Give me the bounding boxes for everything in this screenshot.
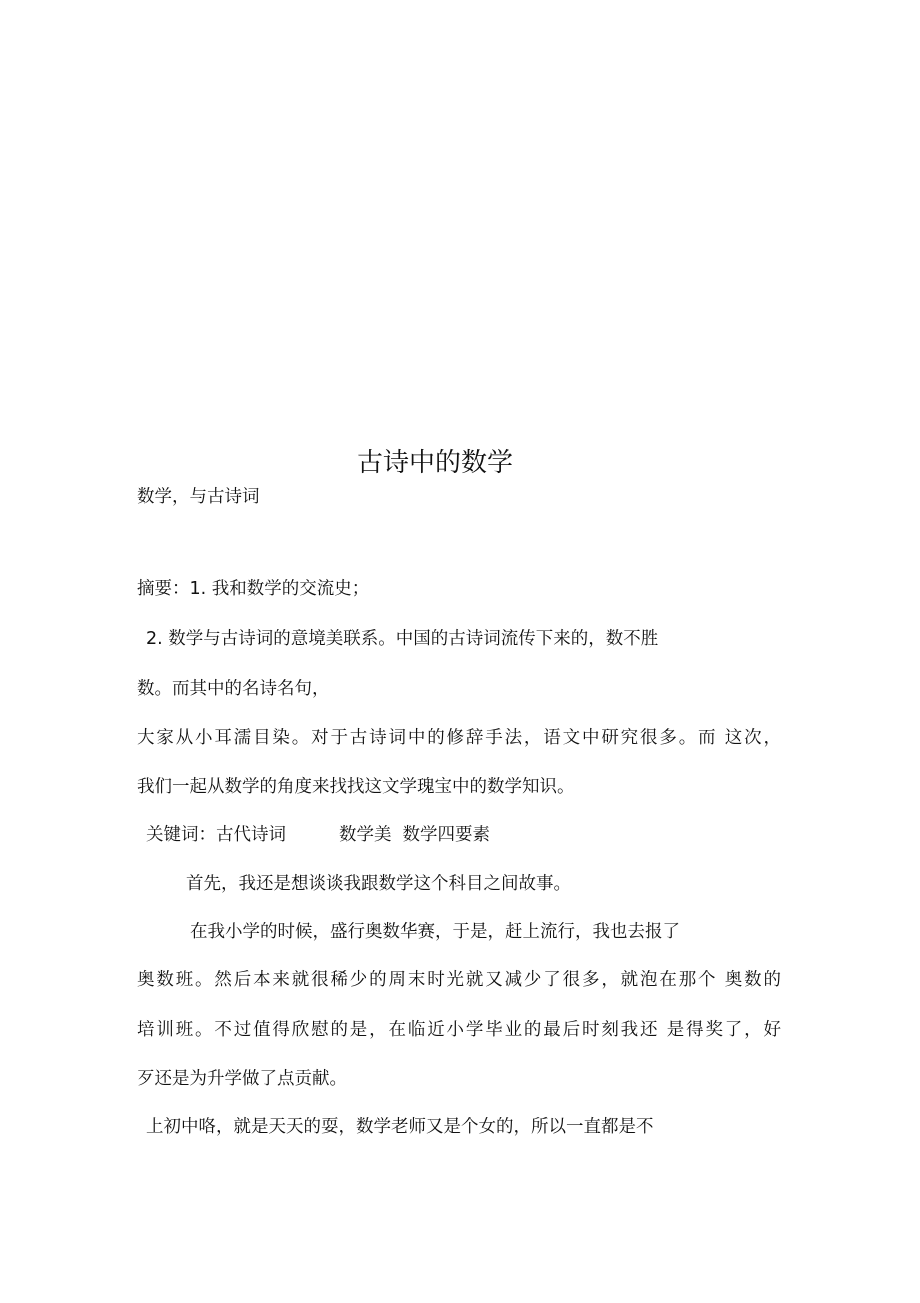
abstract-item-2: 2. 数学与古诗词的意境美联系。中国的古诗词流传下来的，数不胜 (146, 629, 659, 649)
body-paragraph-2-line-1: 在我小学的时候，盛行奥数华赛，于是，赶上流行，我也去报了 (190, 922, 680, 942)
abstract-line-3: 数。而其中的名诗名句， (137, 679, 330, 699)
abstract-line-4: 大家从小耳濡目染。对于古诗词中的修辞手法，语文中研究很多。而 这次， (137, 728, 781, 748)
keyword-3: 数学四要素 (402, 825, 490, 845)
subtitle: 数学，与古诗词 (137, 487, 260, 507)
abstract-label: 摘要： (137, 579, 190, 599)
body-paragraph-1: 首先，我还是想谈谈我跟数学这个科目之间故事。 (186, 874, 571, 894)
keywords-line (146, 823, 490, 847)
abstract-line-5: 我们一起从数学的角度来找找这文学瑰宝中的数学知识。 (137, 777, 575, 797)
keyword-2: 数学美 (339, 825, 392, 845)
abstract-line-1 (137, 577, 369, 601)
body-paragraph-3-line-1: 上初中咯，就是天天的耍，数学老师又是个女的，所以一直都是不 (146, 1117, 654, 1137)
body-paragraph-2-line-3: 培训班。不过值得欣慰的是，在临近小学毕业的最后时刻我还 是得奖了，好 (137, 1020, 781, 1040)
abstract-item-1: 1. 我和数学的交流史； (189, 579, 370, 599)
keyword-1: 古代诗词 (216, 825, 286, 845)
body-paragraph-2-line-2: 奥数班。然后本来就很稀少的周末时光就又减少了很多，就泡在那个 奥数的 (137, 970, 781, 990)
body-paragraph-2-line-4: 歹还是为升学做了点贡献。 (137, 1069, 347, 1089)
document-title: 古诗中的数学 (356, 448, 513, 478)
keywords-label: 关键词： (146, 825, 216, 845)
